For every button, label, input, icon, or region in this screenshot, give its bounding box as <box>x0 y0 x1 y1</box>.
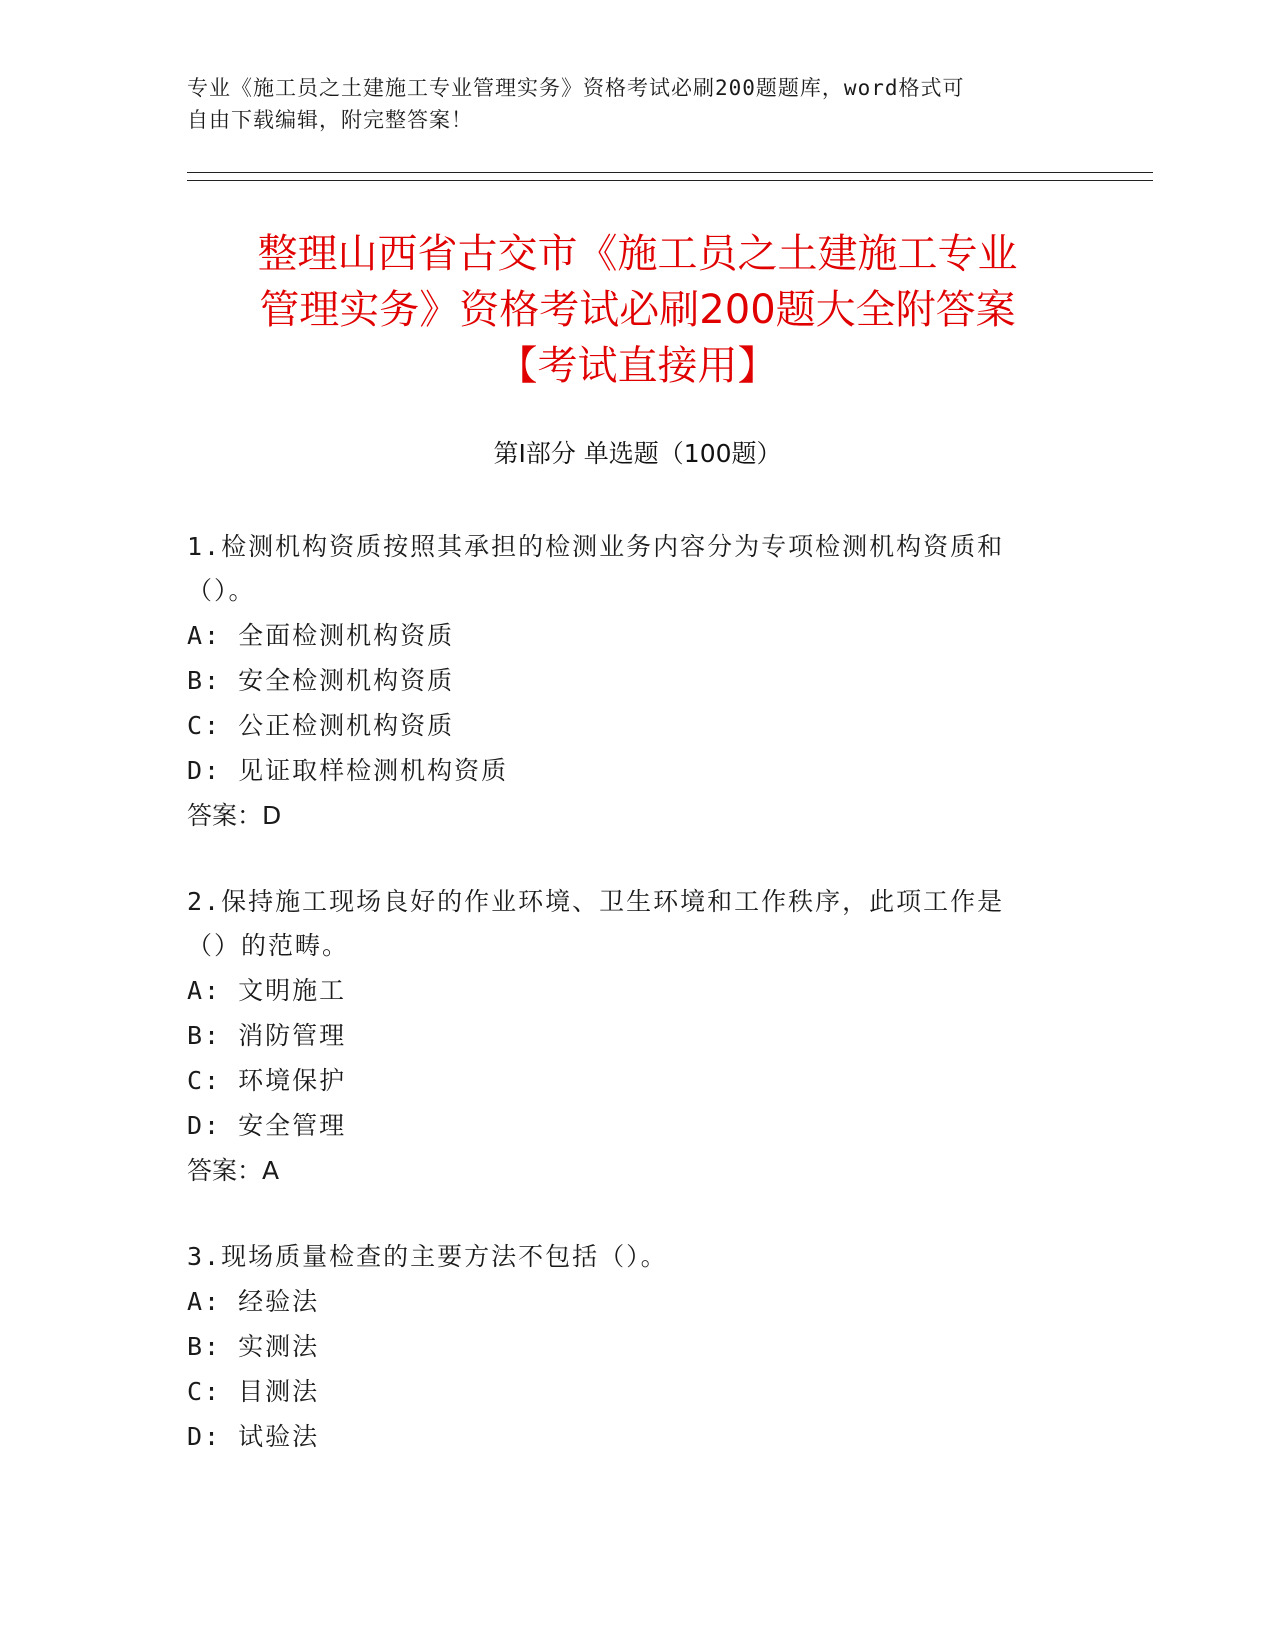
option-d: D: 见证取样检测机构资质 <box>187 756 509 785</box>
title-line-1: 整理山西省古交市《施工员之土建施工专业 <box>257 231 1018 277</box>
option-c: C: 环境保护 <box>187 1066 347 1095</box>
option-d: D: 安全管理 <box>187 1111 347 1140</box>
option-a: A: 文明施工 <box>187 976 347 1005</box>
option-a: A: 全面检测机构资质 <box>187 621 455 650</box>
question-2 <box>187 880 1087 1193</box>
question-1 <box>187 525 1087 838</box>
option-b: B: 消防管理 <box>187 1021 347 1050</box>
answer: 答案：A <box>187 1156 280 1185</box>
question-list <box>187 525 1087 1501</box>
question-3 <box>187 1235 1087 1459</box>
question-stem-continued: （）的范畴。 <box>187 931 350 960</box>
header-note-line-2: 自由下载编辑，附完整答案！ <box>187 108 473 132</box>
header-rule-bottom <box>187 180 1153 181</box>
question-stem-continued: （）。 <box>187 576 256 605</box>
question-stem: 1.检测机构资质按照其承担的检测业务内容分为专项检测机构资质和 <box>187 532 1005 561</box>
question-stem: 2.保持施工现场良好的作业环境、卫生环境和工作秩序，此项工作是 <box>187 887 1005 916</box>
header-note <box>187 72 1067 136</box>
header-rule-top <box>187 172 1153 173</box>
title-line-2: 管理实务》资格考试必刷200题大全附答案 <box>259 287 1016 333</box>
option-c: C: 目测法 <box>187 1377 320 1406</box>
option-b: B: 安全检测机构资质 <box>187 666 455 695</box>
option-d: D: 试验法 <box>187 1422 320 1451</box>
title-line-3: 【考试直接用】 <box>497 343 778 389</box>
question-stem: 3.现场质量检查的主要方法不包括（）。 <box>187 1242 668 1271</box>
option-b: B: 实测法 <box>187 1332 320 1361</box>
option-a: A: 经验法 <box>187 1287 320 1316</box>
section-heading: 第Ⅰ部分 单选题（100题） <box>493 439 782 468</box>
answer: 答案：D <box>187 801 282 830</box>
header-note-line-1: 专业《施工员之土建施工专业管理实务》资格考试必刷200题题库，word格式可 <box>187 76 965 100</box>
document-title <box>150 226 1125 394</box>
option-c: C: 公正检测机构资质 <box>187 711 455 740</box>
